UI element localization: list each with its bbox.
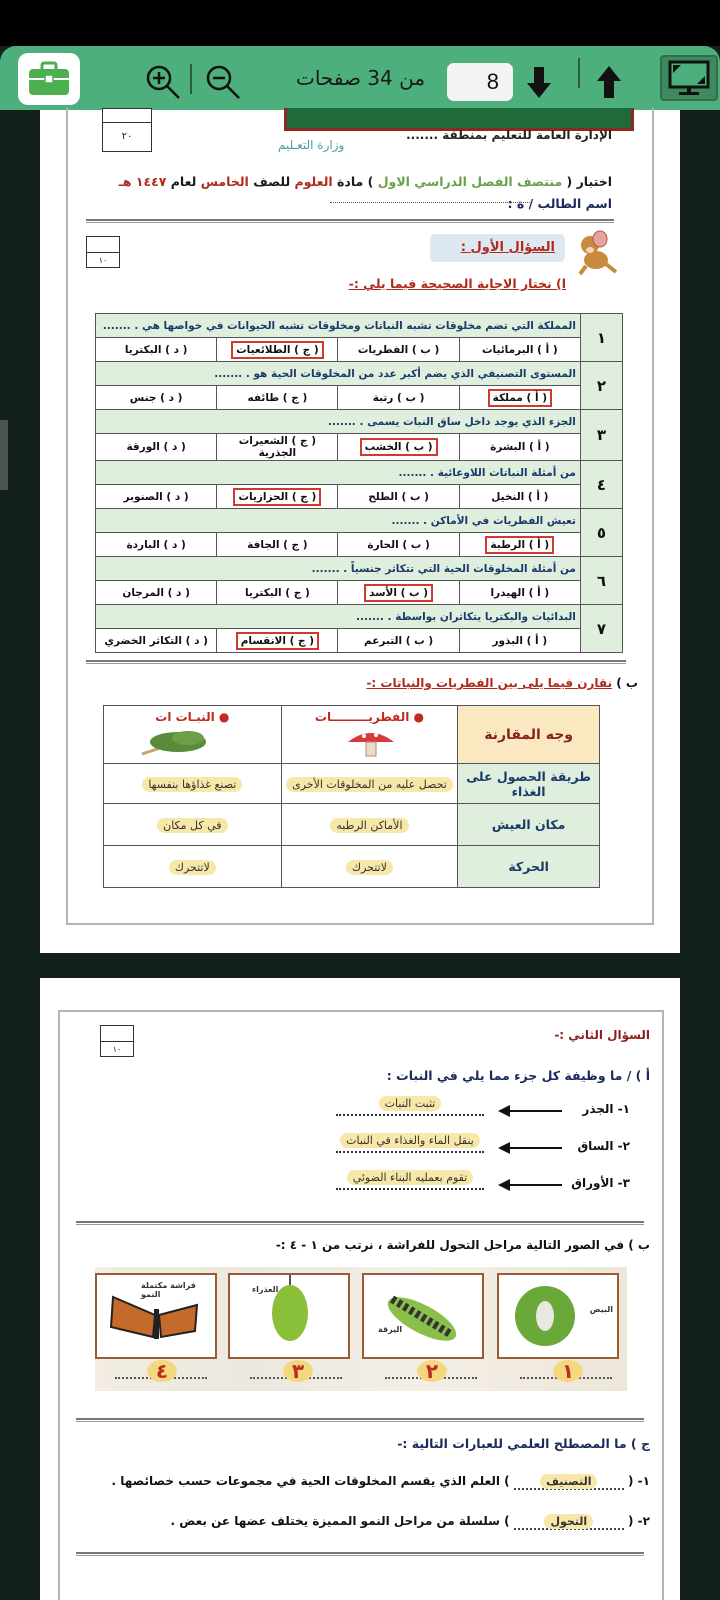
mushroom-image	[346, 728, 396, 758]
briefcase-button[interactable]	[18, 53, 80, 105]
question-number: ١	[580, 314, 622, 362]
question-stem: الجزء الذي يوجد داخل ساق النبات يسمى . .......	[96, 410, 581, 434]
fungi-answer-cell[interactable]	[281, 764, 458, 804]
question-stem: تعيش الفطريات في الأماكن . .......	[96, 509, 581, 533]
ministry-logo-text: وزارة التعـليم	[278, 138, 345, 152]
arrow-down-icon	[526, 65, 552, 99]
term-answer: التحول	[544, 1514, 593, 1529]
question-number: ٥	[580, 509, 622, 557]
question-number: ٣	[580, 410, 622, 461]
option-label: ( د ) التكاثر الخضري	[104, 634, 208, 647]
answer-blank[interactable]	[336, 1188, 484, 1190]
option-label: ( ب ) رتبة	[372, 391, 425, 404]
function-answer-wrap	[336, 1129, 484, 1148]
comparison-aspect: الحركة	[458, 846, 600, 888]
q2c-instruction: ج ) ما المصطلح العلمي للعبارات التالية :-	[397, 1436, 650, 1451]
term-answer: التصنيف	[540, 1474, 597, 1489]
fungi-answer: تحصل عليه من المخلوقات الأخرى	[286, 777, 453, 792]
option-label: ( أ ) البرمائيات	[481, 343, 558, 356]
option-label: ( د ) البكتريا	[124, 343, 188, 356]
question-number: ٤	[580, 461, 622, 509]
answer-blank[interactable]	[336, 1151, 484, 1153]
answer-option[interactable]	[459, 533, 580, 557]
divider	[76, 1552, 644, 1556]
next-page-button[interactable]	[524, 64, 554, 100]
option-label: ( ج ) الجافة	[247, 538, 308, 551]
comparison-aspect: طريقة الحصول على الغذاء	[458, 764, 600, 804]
q1-instruction: ا) نختار الاجابة الصحيحة فيما يلي :-	[348, 276, 566, 291]
plant-part-label: ٣- الأوراق	[571, 1176, 630, 1190]
option-label: ( ج ) البكتريا	[244, 586, 310, 599]
option-label: ( ب ) التبرعم	[364, 634, 434, 647]
student-name-field[interactable]	[330, 202, 530, 203]
mcq-stem-row	[96, 314, 623, 338]
egg-stage-image: البيض	[497, 1273, 619, 1359]
zoom-in-button[interactable]	[143, 62, 183, 102]
adult-butterfly-image: فراشة مكتملة النمو	[95, 1273, 217, 1359]
function-answer: تقوم بعمليه البناء الضوئي	[347, 1170, 474, 1185]
selected-answer: ( ج ) الحزازيات	[233, 488, 321, 506]
mcq-stem-row	[96, 509, 623, 533]
divider	[76, 1221, 644, 1225]
function-answer-wrap	[336, 1092, 484, 1111]
mcq-options-row	[96, 629, 623, 653]
plants-answer: لاتتحرك	[169, 860, 216, 875]
comparison-aspect: مكان العيش	[458, 804, 600, 846]
answer-option[interactable]	[217, 581, 338, 605]
answer-option[interactable]	[217, 485, 338, 509]
answer-option[interactable]	[96, 386, 217, 410]
option-label: ( د ) الباردة	[126, 538, 186, 551]
term-answer-blank[interactable]	[514, 1474, 624, 1490]
answer-option[interactable]	[338, 386, 459, 410]
jerry-mascot-image	[572, 230, 620, 278]
fungi-header-cell: ● الفطريـــــــــات	[281, 706, 458, 764]
total-score-box	[102, 108, 152, 152]
question-stem: من أمثلة المخلوقات الحية التي تتكاثر جنسياً . .......	[96, 557, 581, 581]
question-stem: من أمثلة النباتات اللاوعائية . .......	[96, 461, 581, 485]
plants-answer-cell[interactable]	[104, 846, 282, 888]
question-number: ٧	[580, 605, 622, 653]
mcq-options-row	[96, 485, 623, 509]
q2b-instruction: ب ) في الصور التالية مراحل التحول للفراشة ، نرتب من ١ - ٤ :-	[275, 1238, 650, 1252]
arrow-icon	[500, 1110, 562, 1112]
question-stem: المملكة التي تضم مخلوقات تشبه النباتات ومخلوقات تشبه الحيوانات في خواصها هي . .......	[96, 314, 581, 338]
larva-stage-image: اليرقة	[362, 1273, 484, 1359]
exam-title: اختبار ( منتصف الفصل الدراسي الاول ) مادة العلوم للصف الخامس لعام ١٤٤٧ هـ	[118, 174, 612, 189]
function-answer: ينقل الماء والغذاء في النبات	[340, 1133, 480, 1148]
comparison-row	[104, 764, 600, 804]
selected-answer: ( ج ) الانقسام	[236, 632, 319, 650]
fungi-answer: لاتتحرك	[346, 860, 393, 875]
answer-option[interactable]	[459, 485, 580, 509]
plants-answer: في كل مكان	[157, 818, 227, 833]
q2a-instruction: أ ) / ما وظيفة كل جزء مما يلي في النبات :	[386, 1068, 650, 1083]
q1-title-box	[430, 234, 565, 262]
mcq-options-row	[96, 581, 623, 605]
function-answer-wrap	[336, 1166, 484, 1185]
comparison-head-cell: وجه المقارنة	[458, 706, 600, 764]
divider	[86, 219, 614, 223]
pdf-toolbar	[0, 46, 720, 110]
mcq-options-row	[96, 533, 623, 557]
option-label: ( أ ) البشرة	[490, 441, 550, 453]
arrow-icon	[500, 1184, 562, 1186]
mcq-options-row	[96, 386, 623, 410]
fungi-answer-cell[interactable]	[281, 846, 458, 888]
order-number: ٢	[417, 1360, 447, 1382]
briefcase-icon	[27, 61, 71, 97]
selected-answer: ( ج ) الطلائعيات	[231, 341, 324, 359]
order-number: ١	[553, 1360, 583, 1382]
option-label: ( د ) الورقة	[126, 441, 186, 453]
option-label: ( ب ) الفطريات	[357, 343, 440, 356]
answer-option[interactable]	[217, 434, 338, 461]
comparison-table	[103, 705, 600, 888]
answer-option[interactable]	[96, 629, 217, 653]
q2-score-box	[100, 1025, 134, 1057]
order-number: ٤	[147, 1360, 177, 1382]
divider	[76, 1418, 644, 1422]
answer-option[interactable]	[96, 581, 217, 605]
option-label: ( د ) الصنوبر	[123, 490, 189, 503]
answer-option[interactable]	[217, 629, 338, 653]
answer-blank[interactable]	[336, 1114, 484, 1116]
mcq-stem-row	[96, 362, 623, 386]
term-statement: ٢- ( التحول ) سلسلة من مراحل النمو المميزة يختلف عضها عن بعض .	[170, 1514, 650, 1528]
selected-answer: ( أ ) الرطبة	[485, 536, 554, 554]
order-number: ٣	[283, 1360, 313, 1382]
q2-score: ١٠	[112, 1045, 122, 1054]
answer-option[interactable]	[459, 581, 580, 605]
fungi-answer-cell[interactable]	[281, 804, 458, 846]
q1-score-box	[86, 236, 120, 268]
answer-option[interactable]	[338, 485, 459, 509]
term-statement: ١- ( التصنيف ) العلم الذي يقسم المخلوقات الحية في مجموعات حسب خصائصها .	[111, 1474, 650, 1488]
q1-title: السؤال الأول :	[460, 240, 555, 255]
mcq-stem-row	[96, 461, 623, 485]
status-bar	[0, 0, 720, 46]
plants-answer-cell[interactable]	[104, 804, 282, 846]
question-number: ٦	[580, 557, 622, 605]
option-label: ( د ) المرجان	[122, 586, 190, 599]
option-label: ( د ) جنس	[129, 391, 183, 404]
selected-answer: ( ب ) الخشب	[360, 438, 438, 456]
pupa-stage-image: العذراء	[228, 1273, 350, 1359]
arrow-up-icon	[596, 65, 622, 99]
mcq-options-row	[96, 434, 623, 461]
answer-option[interactable]	[459, 338, 580, 362]
option-label: ( ج ) طائفه	[247, 391, 308, 404]
answer-option[interactable]	[459, 629, 580, 653]
plants-header-cell: ● النبـات ات	[104, 706, 282, 764]
toolbar-divider	[190, 64, 192, 94]
selected-answer: ( ب ) الأسد	[364, 584, 433, 602]
option-label: ( ب ) الطلح	[368, 490, 429, 503]
selected-answer: ( أ ) مملكة	[488, 389, 552, 407]
answer-option[interactable]	[338, 581, 459, 605]
answer-option[interactable]	[96, 338, 217, 362]
option-label: ( أ ) البذور	[492, 634, 548, 647]
mcq-stem-row	[96, 557, 623, 581]
question-number: ٢	[580, 362, 622, 410]
toolbar-divider	[578, 58, 580, 88]
total-score: ٢٠	[121, 131, 133, 142]
page-number-input[interactable]	[447, 63, 513, 101]
student-name-label: اسم الطالب / ة :	[507, 196, 612, 211]
answer-option[interactable]	[338, 533, 459, 557]
answer-option[interactable]	[338, 629, 459, 653]
plants-answer: تصنع غذاؤها بنفسها	[142, 777, 242, 792]
option-label: ( ب ) الحارة	[367, 538, 430, 551]
function-answer: تثبت النبات	[379, 1096, 442, 1111]
question-stem: البدائيات والبكتريا يتكاثران بواسطة . .......	[96, 605, 581, 629]
answer-option[interactable]	[338, 434, 459, 461]
term-answer-blank[interactable]	[514, 1514, 624, 1530]
answer-option[interactable]	[96, 533, 217, 557]
mcq-stem-row	[96, 605, 623, 629]
fungi-answer: الأماكن الرطبه	[330, 818, 408, 833]
divider	[86, 660, 626, 664]
arrow-icon	[500, 1147, 562, 1149]
option-label: ( أ ) الهيدرا	[490, 586, 550, 599]
page-count-label: من 34 صفحات	[296, 66, 426, 90]
screen-cast-icon	[667, 59, 711, 97]
answer-option[interactable]	[217, 533, 338, 557]
answer-option[interactable]	[217, 338, 338, 362]
comparison-row	[104, 846, 600, 888]
option-label: ( ج ) الشعيرات الجذرية	[238, 435, 316, 459]
comparison-row	[104, 804, 600, 846]
herb-plant-image	[138, 728, 210, 758]
comparison-instruction: ب ) نقارن فيما يلى بين الفطريات والنباتات :-	[366, 676, 638, 690]
mcq-stem-row	[96, 410, 623, 434]
plant-part-label: ١- الجذر	[582, 1102, 630, 1116]
answer-option[interactable]	[459, 434, 580, 461]
plant-part-label: ٢- الساق	[577, 1139, 630, 1153]
question-stem: المستوى التصنيفي الذي يضم أكبر عدد من المخلوقات الحية هو . .......	[96, 362, 581, 386]
q1-score: ١٠	[98, 256, 108, 265]
answer-option[interactable]	[338, 338, 459, 362]
pdf-page-1	[40, 110, 680, 953]
plants-answer-cell[interactable]	[104, 764, 282, 804]
mcq-table	[95, 313, 623, 653]
zoom-out-icon	[204, 63, 242, 101]
screen-cast-button[interactable]	[660, 55, 718, 101]
zoom-out-button[interactable]	[203, 62, 243, 102]
admin-line: الإدارة العامة للتعليم بمنطقة .......	[406, 128, 612, 142]
mcq-options-row	[96, 338, 623, 362]
zoom-in-icon	[144, 63, 182, 101]
scroll-handle[interactable]	[0, 420, 8, 490]
butterfly-lifecycle-strip	[95, 1267, 627, 1391]
q2-title: السؤال الثاني :-	[554, 1028, 650, 1042]
prev-page-button[interactable]	[594, 64, 624, 100]
answer-option[interactable]	[96, 485, 217, 509]
pdf-page-2	[40, 978, 680, 1600]
option-label: ( أ ) النخيل	[491, 490, 549, 503]
answer-option[interactable]	[217, 386, 338, 410]
answer-option[interactable]	[96, 434, 217, 461]
answer-option[interactable]	[459, 386, 580, 410]
